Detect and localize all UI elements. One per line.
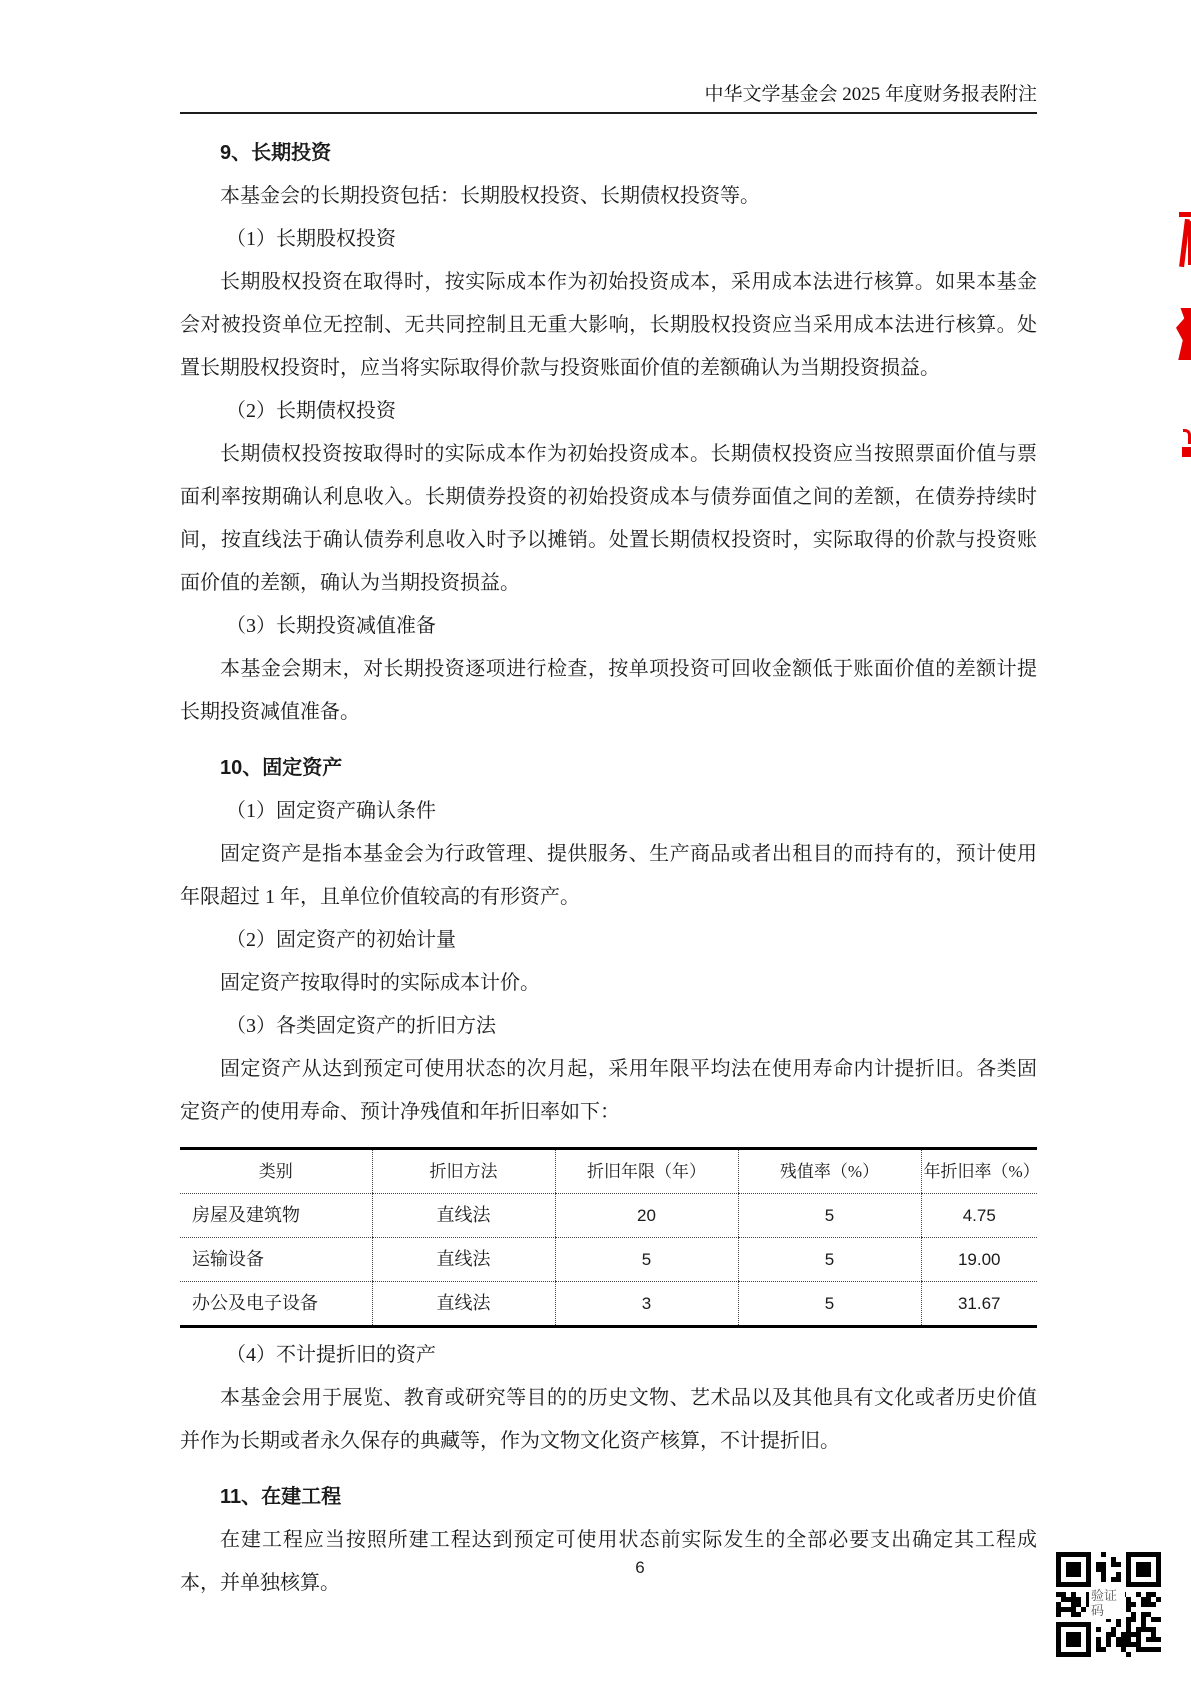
table-row bbox=[180, 1238, 1037, 1282]
page-number: 6 bbox=[635, 1558, 645, 1577]
table-cell: 办公及电子设备 bbox=[192, 1293, 318, 1313]
table-cell: 5 bbox=[738, 1282, 921, 1327]
table-cell: 直线法 bbox=[372, 1194, 555, 1238]
qr-finder-icon bbox=[1056, 1622, 1091, 1657]
para-s9-intro: 本基金会的长期投资包括：长期股权投资、长期债权投资等。 bbox=[220, 185, 760, 207]
subheading-s10-1: （1）固定资产确认条件 bbox=[226, 800, 436, 822]
table-cell: 3 bbox=[555, 1282, 738, 1327]
para-s9-equity: 长期股权投资在取得时，按实际成本作为初始投资成本，采用成本法进行核算。如果本基金会对被投资单位无控制、无共同控制且无重大影响，长期股权投资应当采用成本法进行核算。处置长期股权投资时，应当将实际取得价款与投资账面价值的差额确认为当期投资损益。 bbox=[180, 271, 1037, 379]
table-header-annual-rate: 年折旧率（%） bbox=[921, 1149, 1037, 1194]
para-s10-measurement: 固定资产按取得时的实际成本计价。 bbox=[220, 972, 540, 994]
depreciation-table bbox=[180, 1147, 1040, 1328]
subheading-s9-3: （3）长期投资减值准备 bbox=[226, 615, 436, 637]
stamp-artifact-icon bbox=[1179, 212, 1191, 270]
qr-finder-icon bbox=[1126, 1552, 1161, 1587]
table-header-row bbox=[180, 1149, 1037, 1194]
para-s9-impairment: 本基金会期末，对长期投资逐项进行检查，按单项投资可回收金额低于账面价值的差额计提长期投资减值准备。 bbox=[180, 658, 1037, 723]
table-cell: 5 bbox=[555, 1238, 738, 1282]
para-s10-depreciation: 固定资产从达到预定可使用状态的次月起，采用年限平均法在使用寿命内计提折旧。各类固定资产的使用寿命、预计净残值和年折旧率如下： bbox=[180, 1058, 1037, 1123]
table-cell: 5 bbox=[738, 1194, 921, 1238]
table-header-method: 折旧方法 bbox=[372, 1149, 555, 1194]
header-rule bbox=[180, 112, 1037, 114]
page-header-title: 中华文学基金会 2025 年度财务报表附注 bbox=[704, 84, 1037, 105]
stamp-artifact-icon bbox=[1176, 308, 1191, 360]
para-s10-no-depreciation: 本基金会用于展览、教育或研究等目的的历史文物、艺术品以及其他具有文化或者历史价值并作为长期或者永久保存的典藏等，作为文物文化资产核算，不计提折旧。 bbox=[180, 1387, 1037, 1452]
stamp-artifact-icon bbox=[1183, 429, 1191, 444]
para-s10-recognition: 固定资产是指本基金会为行政管理、提供服务、生产商品或者出租目的而持有的，预计使用年限超过 1 年，且单位价值较高的有形资产。 bbox=[180, 843, 1037, 908]
subheading-s9-2: （2）长期债权投资 bbox=[226, 400, 396, 422]
table-row bbox=[180, 1194, 1037, 1238]
table-cell: 房屋及建筑物 bbox=[180, 1194, 372, 1238]
table-cell: 5 bbox=[738, 1238, 921, 1282]
table-cell: 直线法 bbox=[372, 1282, 555, 1327]
page-content bbox=[180, 0, 1040, 1605]
qr-finder-icon bbox=[1056, 1552, 1091, 1587]
stamp-artifact-icon bbox=[1182, 447, 1191, 457]
subheading-s10-3: （3）各类固定资产的折旧方法 bbox=[226, 1015, 496, 1037]
table-cell: 20 bbox=[555, 1194, 738, 1238]
table-cell: 运输设备 bbox=[180, 1238, 372, 1282]
section-heading-9: 9、长期投资 bbox=[220, 142, 332, 164]
section-heading-11: 11、在建工程 bbox=[220, 1486, 342, 1508]
para-s11-cip: 在建工程应当按照所建工程达到预定可使用状态前实际发生的全部必要支出确定其工程成本，并单独核算。 bbox=[180, 1529, 1037, 1594]
table-header-years: 折旧年限（年） bbox=[555, 1149, 738, 1194]
para-s9-debt: 长期债权投资按取得时的实际成本作为初始投资成本。长期债权投资应当按照票面价值与票面利率按期确认利息收入。长期债券投资的初始投资成本与债券面值之间的差额，在债券持续时间，按直线法于确认债券利息收入时予以摊销。处置长期债权投资时，实际取得的价款与投资账面价值的差额，确认为当期投资损益。 bbox=[180, 443, 1037, 594]
subheading-s10-2: （2）固定资产的初始计量 bbox=[226, 929, 456, 951]
table-header-category: 类别 bbox=[180, 1149, 372, 1194]
body-text bbox=[180, 132, 1040, 1605]
qr-verification-label: 验证码 bbox=[1089, 1587, 1125, 1619]
table-header-residual-rate: 残值率（%） bbox=[738, 1149, 921, 1194]
table-cell: 19.00 bbox=[921, 1238, 1037, 1282]
subheading-s9-1: （1）长期股权投资 bbox=[226, 228, 396, 250]
table-cell: 31.67 bbox=[921, 1282, 1037, 1327]
section-heading-10: 10、固定资产 bbox=[220, 757, 343, 779]
subheading-s10-4: （4）不计提折旧的资产 bbox=[226, 1344, 436, 1366]
table-cell: 直线法 bbox=[372, 1238, 555, 1282]
table-row bbox=[180, 1282, 1037, 1327]
table-cell: 4.75 bbox=[921, 1194, 1037, 1238]
qr-code bbox=[1056, 1552, 1161, 1657]
